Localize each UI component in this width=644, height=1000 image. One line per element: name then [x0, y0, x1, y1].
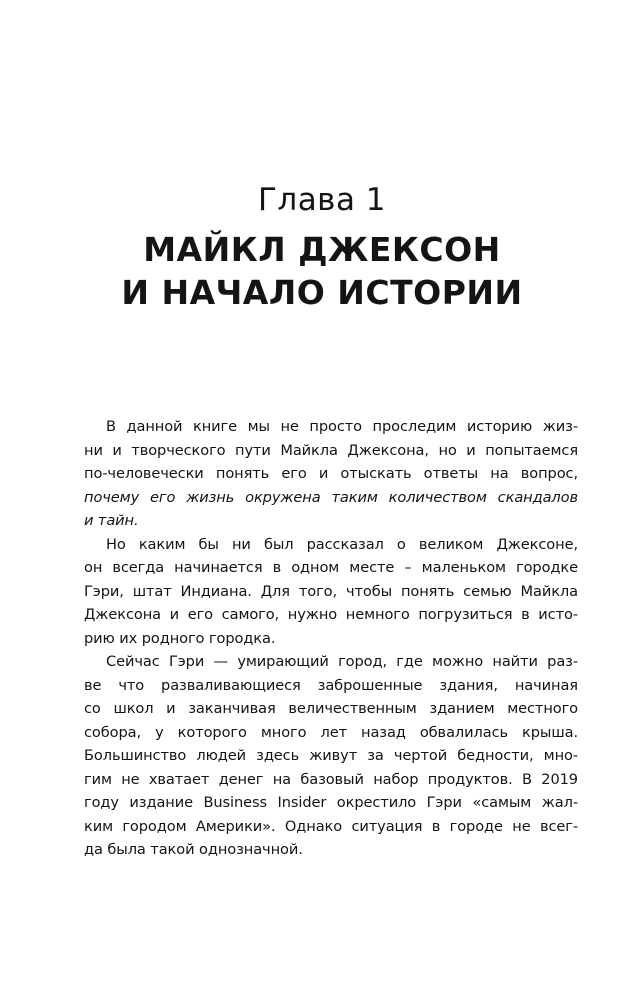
- paragraph-line: по-человечески понять его и отыскать ответы на вопрос,: [84, 465, 578, 482]
- paragraph-line: со школ и заканчивая величественным зданием местного: [84, 700, 578, 717]
- chapter-title: [0, 228, 644, 314]
- paragraph-line: Гэри, штат Индиана. Для того, чтобы понять семью Майкла: [84, 582, 578, 600]
- chapter-title-line-1: МАЙКЛ ДЖЕКСОН: [143, 230, 501, 269]
- paragraph-3: [84, 650, 578, 862]
- paragraph-line: собора, у которого много лет назад обвалилась крыша.: [84, 723, 578, 741]
- chapter-label: Глава 1: [257, 182, 387, 218]
- paragraph-2: [84, 533, 578, 651]
- paragraph-line: он всегда начинается в одном месте – маленьком городке: [84, 559, 578, 576]
- italic-text: почему его жизнь окружена таким количеством скандалов: [84, 488, 578, 506]
- paragraph-line: Джексона и его самого, нужно немного погрузиться в исто-: [84, 606, 578, 623]
- body-text: [84, 415, 578, 862]
- paragraph-line: ве что разваливающиеся заброшенные здания, начиная: [84, 676, 578, 694]
- paragraph-line-italic: [84, 486, 578, 510]
- paragraph-line: ким городом Америки». Однако ситуация в городе не всег-: [84, 817, 578, 835]
- paragraph-line: рию их родного городка.: [84, 629, 276, 647]
- paragraph-line: Сейчас Гэри — умирающий город, где можно найти раз-: [106, 653, 578, 670]
- paragraph-line-italic: [84, 509, 578, 533]
- paragraph-1: [84, 415, 578, 533]
- chapter-title-line-2: И НАЧАЛО ИСТОРИИ: [121, 273, 523, 312]
- paragraph-line: В данной книге мы не просто проследим историю жиз-: [106, 418, 578, 435]
- paragraph-line: да была такой однозначной.: [84, 841, 303, 858]
- paragraph-line: Но каким бы ни был рассказал о великом Джексоне,: [106, 535, 578, 553]
- italic-text: и тайн.: [84, 512, 139, 529]
- paragraph-line: гим не хватает денег на базовый набор продуктов. В 2019: [84, 770, 578, 788]
- paragraph-line: Большинство людей здесь живут за чертой бедности, мно-: [84, 747, 578, 764]
- chapter-header: [0, 180, 644, 314]
- paragraph-line: году издание Business Insider окрестило Гэри «самым жал-: [84, 794, 578, 811]
- paragraph-line: ни и творческого пути Майкла Джексона, но и попытаемся: [84, 441, 578, 459]
